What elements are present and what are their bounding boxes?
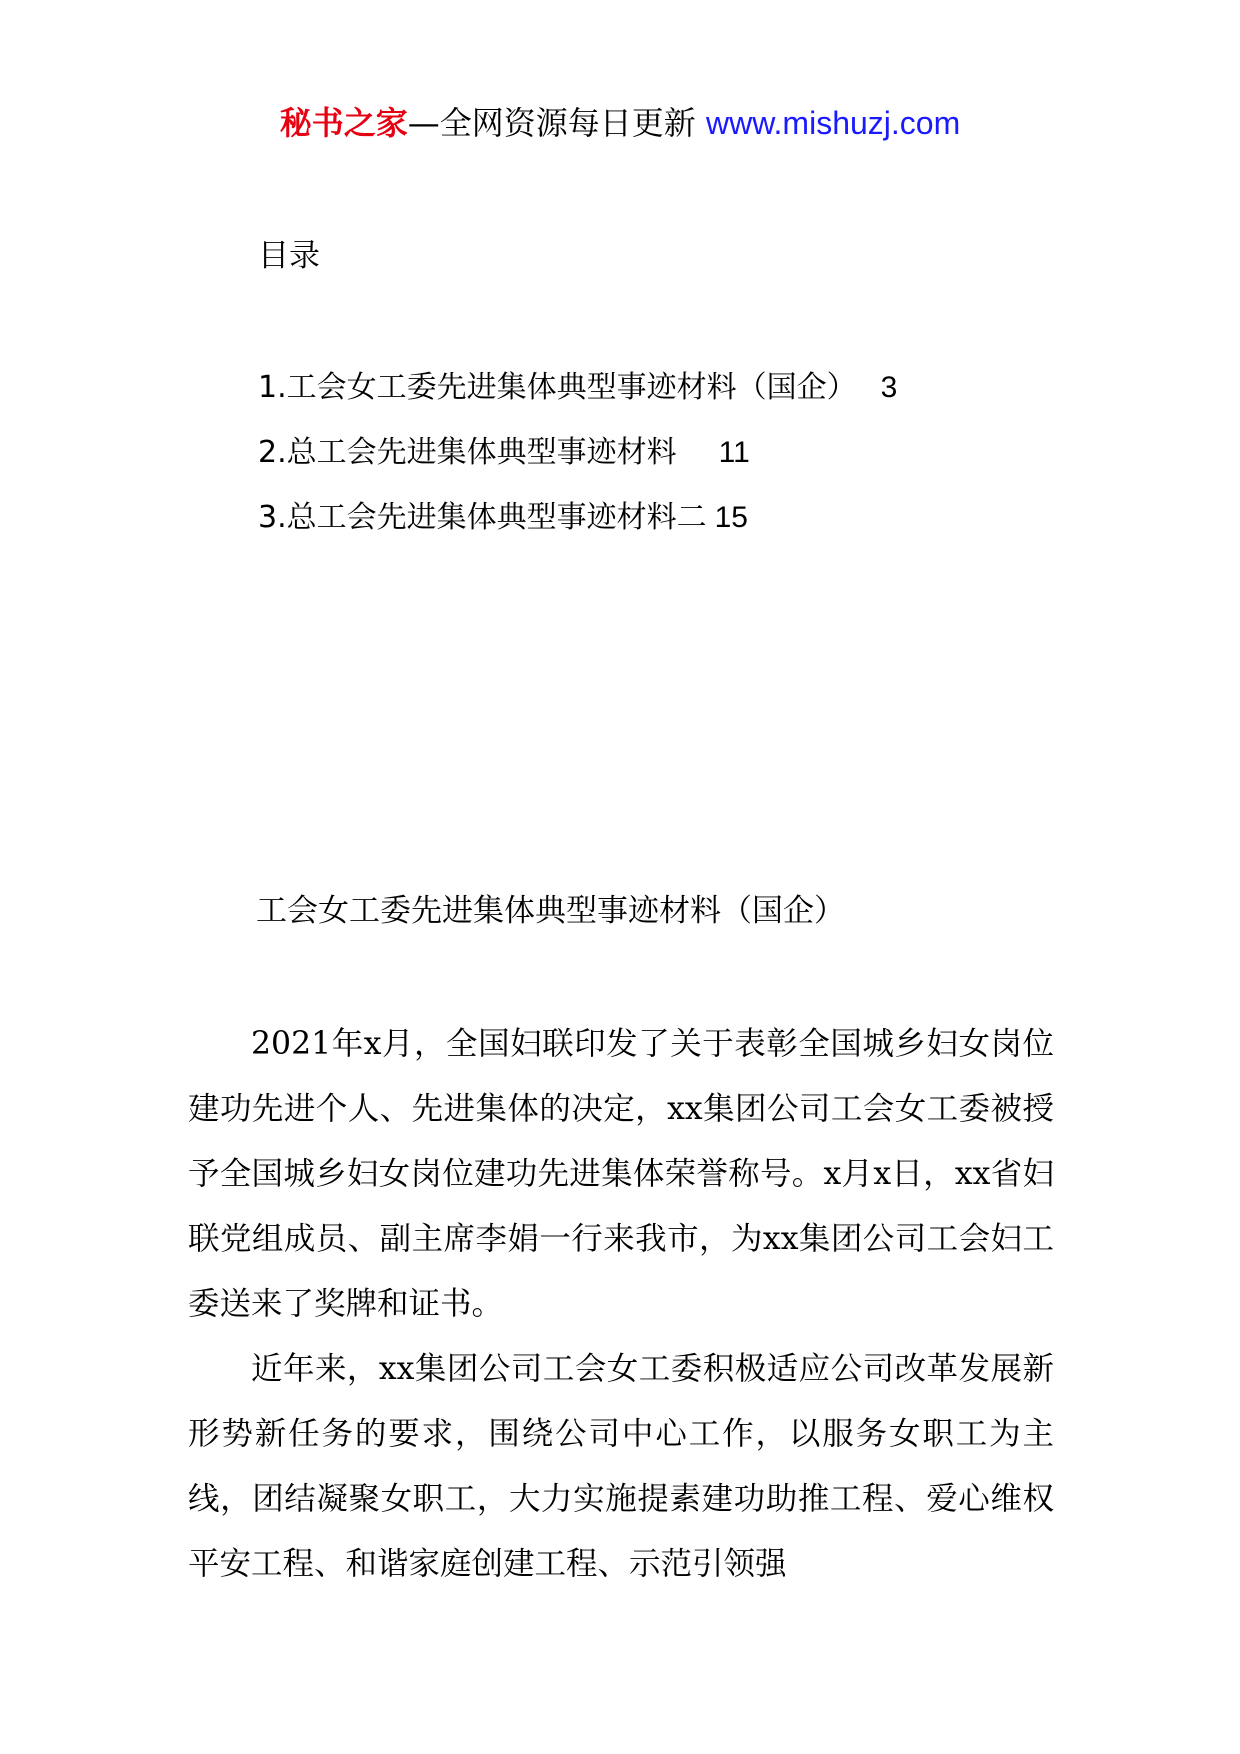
toc-item-page: 3 [880,371,898,404]
document-title: 工会女工委先进集体典型事迹材料（国企） [256,893,845,929]
toc-item-page: 15 [714,501,748,534]
toc-item[interactable] [258,366,1018,431]
header-tagline: —全网资源每日更新 [407,104,696,142]
table-of-contents [258,366,1018,561]
toc-item-text: 3.总工会先进集体典型事迹材料二 [258,500,707,535]
site-url-link[interactable]: www.mishuzj.com [705,105,961,141]
document-body [188,1012,1054,1597]
toc-item-text: 2.总工会先进集体典型事迹材料 [258,435,677,470]
toc-item[interactable] [258,496,1018,561]
site-header [0,100,1240,146]
body-paragraph: 2021年x月，全国妇联印发了关于表彰全国城乡妇女岗位建功先进个人、先进集体的决定，xx集团公司工会女工委被授予全国城乡妇女岗位建功先进集体荣誉称号。x月x日，xx省妇联党组成员、副主席李娟一行来我市，为xx集团公司工会妇工委送来了奖牌和证书。 [188,1026,1054,1322]
toc-title: 目录 [258,238,320,274]
toc-item-page: 11 [718,436,750,469]
body-paragraph: 近年来，xx集团公司工会女工委积极适应公司改革发展新形势新任务的要求，围绕公司中心工作，以服务女职工为主线，团结凝聚女职工，大力实施提素建功助推工程、爱心维权平安工程、和谐家庭创建工程、示范引领强 [188,1351,1054,1582]
toc-item-text: 1.工会女工委先进集体典型事迹材料（国企） [258,370,857,405]
toc-item[interactable] [258,431,1018,496]
brand-name: 秘书之家 [279,104,408,142]
